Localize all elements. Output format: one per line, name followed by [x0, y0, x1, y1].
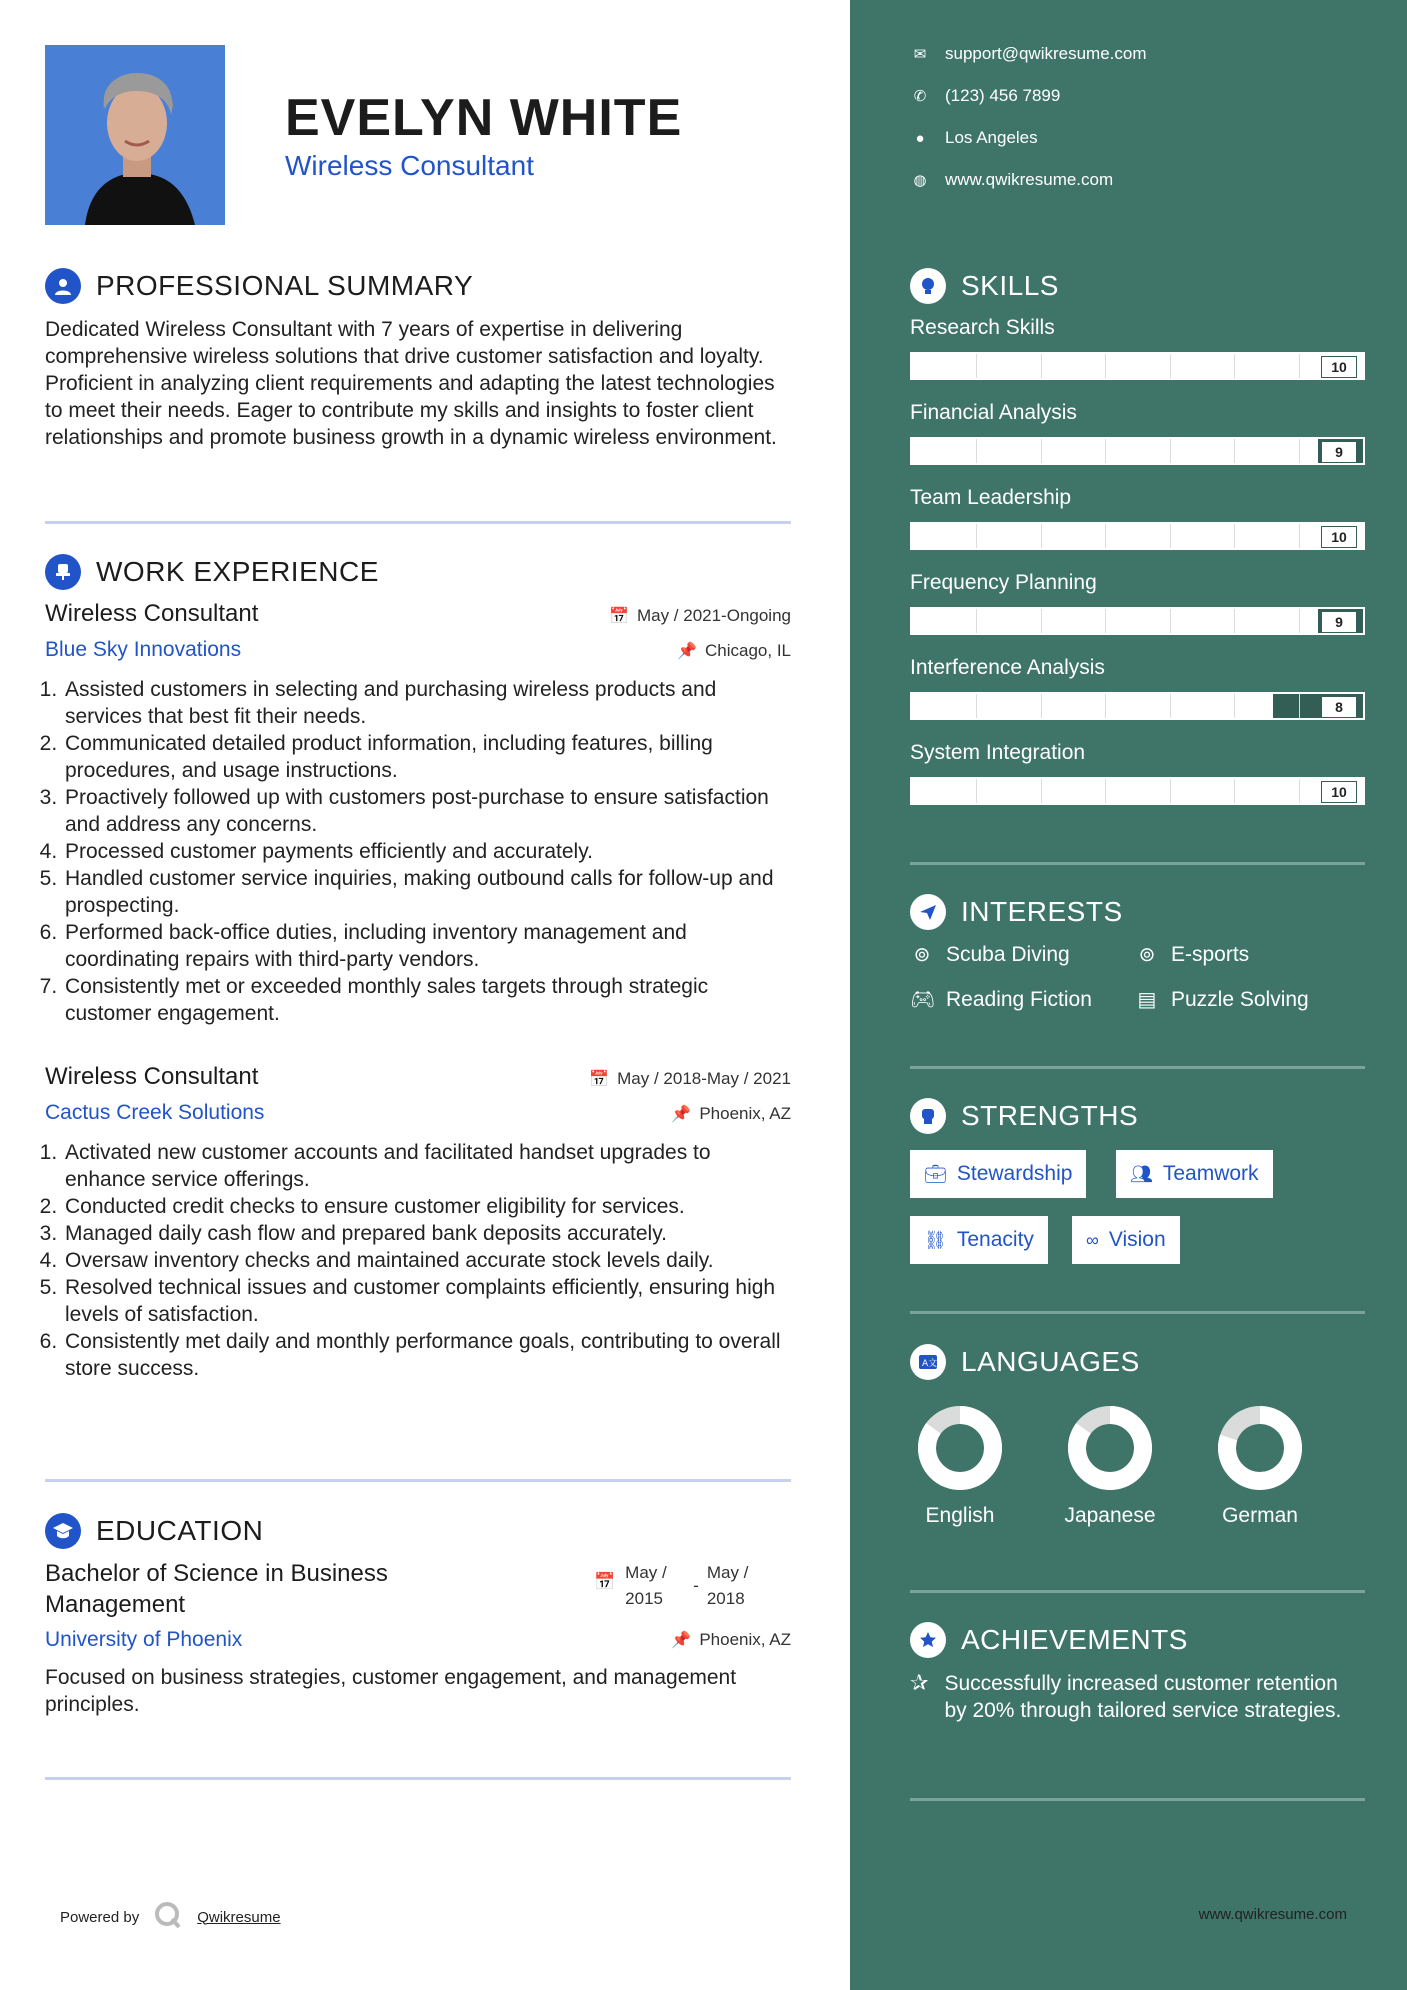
strength-chip — [910, 1150, 1086, 1198]
skill-name: Interference Analysis — [910, 656, 1105, 679]
skills-header — [910, 268, 1059, 304]
list-item: 3. Managed daily cash flow and prepared bank deposits accurately. — [63, 1220, 791, 1247]
job-dates — [589, 1069, 791, 1089]
education-header — [45, 1513, 263, 1549]
interest-label: Reading Fiction — [946, 987, 1092, 1011]
list-item: 3. Proactively followed up with customers post-purchase to ensure satisfaction and address any concerns. — [63, 784, 791, 838]
pin-icon: 📌 — [671, 1632, 692, 1649]
language-item — [1195, 1405, 1325, 1528]
life-ring-icon: ⊚ — [1138, 944, 1156, 966]
footer-site[interactable]: www.qwikresume.com — [1198, 1906, 1347, 1923]
school: University of Phoenix — [45, 1628, 243, 1651]
skill-name: Research Skills — [910, 316, 1055, 339]
binoculars-icon: ∞ — [1086, 1229, 1099, 1250]
office-chair-icon — [45, 554, 81, 590]
job-location — [677, 641, 791, 661]
skill-item — [910, 486, 1365, 550]
skill-bar-divider — [1170, 609, 1171, 633]
summary-text: Dedicated Wireless Consultant with 7 years of expertise in delivering comprehensive wireless solutions that drive customer satisfaction and loyalty. Proficient in analyzing client requirements and adapting the latest technologies to meet their needs. Eager to contribute my skills and insights to foster client relationships and promote business growth in a dynamic wireless environment. — [45, 318, 777, 449]
footer-powered — [60, 1900, 281, 1934]
skill-name: System Integration — [910, 741, 1086, 764]
skill-item — [910, 741, 1365, 805]
section-divider — [910, 1798, 1365, 1801]
languages-heading: LANGUAGES — [961, 1346, 1140, 1377]
skill-bar-fill — [912, 354, 1363, 378]
website-text[interactable]: www.qwikresume.com — [945, 170, 1114, 189]
list-item: 4. Oversaw inventory checks and maintained accurate stock levels daily. — [63, 1247, 791, 1274]
job-location-text: Phoenix, AZ — [699, 1104, 791, 1123]
skills-heading: SKILLS — [961, 270, 1059, 301]
skill-bar-fill — [912, 779, 1363, 803]
skill-bar — [910, 692, 1365, 720]
interest-label: Puzzle Solving — [1171, 987, 1309, 1011]
strength-label: Teamwork — [1162, 1162, 1259, 1185]
map-pin-icon: ● — [915, 129, 925, 147]
achievement-text: Successfully increased customer retention by 20% through tailored service strategies. — [944, 1672, 1342, 1722]
education-location-text: Phoenix, AZ — [699, 1630, 791, 1649]
job-entry — [45, 1063, 791, 1382]
skill-bar-divider — [1234, 694, 1235, 718]
svg-text:A文: A文 — [922, 1359, 938, 1369]
list-item: 2. Conducted credit checks to ensure customer eligibility for services. — [63, 1193, 791, 1220]
skill-bar-divider — [1041, 694, 1042, 718]
section-divider — [910, 1066, 1365, 1069]
contact-website — [910, 170, 1113, 190]
job-location-text: Chicago, IL — [705, 641, 791, 660]
languages-header — [910, 1344, 1140, 1380]
qwikresume-logo-icon — [153, 1900, 183, 1934]
life-ring-icon: ⊚ — [913, 944, 931, 966]
education-end: May / 2018 — [706, 1563, 749, 1608]
section-divider — [910, 1311, 1365, 1314]
strengths-header — [910, 1098, 1138, 1134]
language-donut — [1067, 1405, 1153, 1491]
interest-item — [1135, 942, 1249, 967]
language-donut — [1217, 1405, 1303, 1491]
degree: Bachelor of Science in Business Management — [45, 1560, 388, 1618]
skill-bar — [910, 777, 1365, 805]
skill-bar-divider — [1170, 524, 1171, 548]
section-divider — [910, 1590, 1365, 1593]
phone-text: (123) 456 7899 — [945, 86, 1061, 105]
skill-bar-fill — [912, 439, 1318, 463]
job-entry — [45, 600, 791, 1027]
language-name: English — [925, 1504, 995, 1527]
skill-bar-divider — [1299, 524, 1300, 548]
job-location — [671, 1104, 791, 1124]
interest-item — [910, 942, 1070, 967]
contact-email — [910, 44, 1147, 64]
users-icon: 👥︎ — [1130, 1163, 1153, 1184]
list-item: 7. Consistently met or exceeded monthly sales targets through strategic customer engagement. — [63, 973, 791, 1027]
job-company: Cactus Creek Solutions — [45, 1101, 265, 1124]
pin-icon: 📌 — [677, 643, 697, 660]
envelope-icon: ✉ — [913, 46, 927, 63]
skill-bar-divider — [1041, 524, 1042, 548]
strength-label: Tenacity — [956, 1228, 1034, 1251]
calendar-icon: 📅 — [589, 1071, 610, 1088]
skill-item — [910, 316, 1365, 380]
skill-bar-fill — [912, 609, 1318, 633]
shooting-star-icon: ✰ — [910, 1670, 929, 1695]
language-item — [1045, 1405, 1175, 1528]
link-icon: ⛓ — [924, 1229, 947, 1250]
powered-label: Powered by — [60, 1908, 140, 1926]
strength-label: Vision — [1108, 1228, 1166, 1251]
skill-bar-divider — [976, 779, 977, 803]
list-item: 5. Handled customer service inquiries, making outbound calls for follow-up and prospecting. — [63, 865, 791, 919]
skill-bar-divider — [976, 354, 977, 378]
skill-bar-divider — [976, 694, 977, 718]
section-divider — [45, 1479, 791, 1482]
interests-heading: INTERESTS — [961, 896, 1123, 927]
pin-icon: 📌 — [671, 1106, 692, 1123]
globe-icon: ◍ — [913, 172, 927, 189]
achievements-header — [910, 1622, 1188, 1658]
skill-bar-divider — [976, 439, 977, 463]
skill-name: Frequency Planning — [910, 571, 1097, 594]
skill-item — [910, 571, 1365, 635]
profile-photo — [45, 45, 225, 225]
skill-bar-divider — [1299, 354, 1300, 378]
summary-heading: PROFESSIONAL SUMMARY — [96, 270, 474, 301]
skill-bar-divider — [1234, 439, 1235, 463]
star-badge-icon — [910, 1622, 946, 1658]
location-text: Los Angeles — [945, 128, 1038, 147]
lightbulb-icon — [910, 268, 946, 304]
job-dates-text: May / 2018-May / 2021 — [617, 1069, 791, 1088]
skill-bar-divider — [1105, 779, 1106, 803]
skill-bar-divider — [1299, 609, 1300, 633]
skill-bar-fill — [912, 694, 1273, 718]
phone-icon: ✆ — [913, 88, 927, 105]
skill-bar-divider — [1170, 439, 1171, 463]
skill-value: 9 — [1321, 611, 1357, 633]
skill-bar-divider — [1105, 524, 1106, 548]
user-icon — [45, 268, 81, 304]
skill-value: 8 — [1321, 696, 1357, 718]
skill-bar-divider — [1234, 609, 1235, 633]
calendar-icon: 📅 — [594, 1572, 616, 1591]
skill-value: 10 — [1321, 781, 1357, 803]
skill-bar-fill — [912, 524, 1363, 548]
language-donut — [917, 1405, 1003, 1491]
candidate-name: EVELYN WHITE — [285, 89, 683, 147]
graduation-cap-icon — [45, 1513, 81, 1549]
list-item: 5. Resolved technical issues and customer complaints efficiently, ensuring high levels of satisfaction. — [63, 1274, 791, 1328]
avatar — [45, 45, 225, 225]
interest-item — [910, 987, 1092, 1012]
skill-bar-divider — [976, 609, 977, 633]
skill-name: Financial Analysis — [910, 401, 1077, 424]
achievement-item — [910, 1670, 1365, 1724]
education-heading: EDUCATION — [96, 1515, 264, 1546]
skill-bar-divider — [1041, 609, 1042, 633]
brand-link[interactable]: Qwikresume — [197, 1908, 281, 1926]
skill-bar-divider — [1041, 779, 1042, 803]
strength-label: Stewardship — [956, 1162, 1073, 1185]
skill-bar-divider — [1170, 694, 1171, 718]
briefcase-icon: 💼︎ — [924, 1163, 947, 1184]
skill-bar-divider — [1299, 779, 1300, 803]
skill-bar-divider — [1170, 354, 1171, 378]
section-divider — [910, 862, 1365, 865]
skill-bar-divider — [1170, 779, 1171, 803]
paper-plane-icon — [910, 894, 946, 930]
experience-heading: WORK EXPERIENCE — [96, 556, 379, 587]
skill-bar — [910, 352, 1365, 380]
strength-chip — [1072, 1216, 1180, 1264]
job-bullets — [45, 1139, 791, 1382]
skill-bar-divider — [1234, 354, 1235, 378]
section-divider — [45, 1777, 791, 1780]
skill-bar — [910, 437, 1365, 465]
list-item: 1. Assisted customers in selecting and purchasing wireless products and services that best fit their needs. — [63, 676, 791, 730]
strengths-heading: STRENGTHS — [961, 1100, 1139, 1131]
skill-bar-divider — [1041, 439, 1042, 463]
job-role: Wireless Consultant — [45, 1063, 259, 1090]
job-dates — [609, 606, 791, 626]
education-start: May / 2015 — [625, 1563, 667, 1608]
skill-bar-divider — [1299, 439, 1300, 463]
education-text: Focused on business strategies, customer engagement, and management principles. — [45, 1666, 737, 1716]
job-dates-text: May / 2021-Ongoing — [636, 606, 791, 625]
list-item: 6. Performed back-office duties, including inventory management and coordinating repairs with third-party vendors. — [63, 919, 791, 973]
skill-value: 10 — [1321, 526, 1357, 548]
language-name: German — [1222, 1504, 1298, 1527]
skill-bar-divider — [1105, 609, 1106, 633]
skill-value: 9 — [1321, 441, 1357, 463]
summary-header — [45, 268, 473, 304]
interests-header — [910, 894, 1123, 930]
list-item: 1. Activated new customer accounts and facilitated handset upgrades to enhance service offerings. — [63, 1139, 791, 1193]
skill-bar — [910, 607, 1365, 635]
skill-item — [910, 656, 1365, 720]
skill-bar-divider — [976, 524, 977, 548]
list-item: 2. Communicated detailed product information, including features, billing procedures, and usage instructions. — [63, 730, 791, 784]
skill-name: Team Leadership — [910, 486, 1072, 509]
language-icon — [910, 1344, 946, 1380]
education-dates — [594, 1560, 767, 1612]
job-role: Wireless Consultant — [45, 600, 259, 627]
skill-value: 10 — [1321, 356, 1357, 378]
calendar-icon: 📅 — [609, 608, 629, 625]
skill-bar-divider — [1299, 694, 1300, 718]
interest-label: Scuba Diving — [946, 942, 1070, 966]
gamepad-icon: 🎮︎ — [910, 989, 936, 1011]
section-divider — [45, 521, 791, 524]
job-bullets — [45, 676, 791, 1027]
education-location — [671, 1630, 791, 1650]
language-name: Japanese — [1064, 1504, 1156, 1527]
skill-bar-divider — [1105, 439, 1106, 463]
date-separator: - — [693, 1576, 699, 1595]
strength-chip — [1116, 1150, 1273, 1198]
sidebar — [850, 0, 1407, 1990]
book-icon: ▤ — [1137, 989, 1157, 1011]
list-item: 6. Consistently met daily and monthly performance goals, contributing to overall store success. — [63, 1328, 791, 1382]
skill-bar-divider — [1105, 694, 1106, 718]
skill-item — [910, 401, 1365, 465]
experience-header — [45, 554, 379, 590]
interest-label: E-sports — [1171, 942, 1250, 966]
job-company: Blue Sky Innovations — [45, 638, 242, 661]
achievements-heading: ACHIEVEMENTS — [961, 1624, 1188, 1655]
email-text[interactable]: support@qwikresume.com — [945, 44, 1147, 63]
skill-bar-divider — [1105, 354, 1106, 378]
skill-bar-divider — [1041, 354, 1042, 378]
language-item — [895, 1405, 1025, 1528]
candidate-title: Wireless Consultant — [285, 150, 534, 181]
skill-bar-divider — [1234, 779, 1235, 803]
strength-chip — [910, 1216, 1048, 1264]
interest-item — [1135, 987, 1309, 1012]
list-item: 4. Processed customer payments efficiently and accurately. — [63, 838, 791, 865]
contact-location — [910, 128, 1038, 148]
fist-icon — [910, 1098, 946, 1134]
skill-bar — [910, 522, 1365, 550]
contact-phone — [910, 86, 1060, 106]
skill-bar-divider — [1234, 524, 1235, 548]
